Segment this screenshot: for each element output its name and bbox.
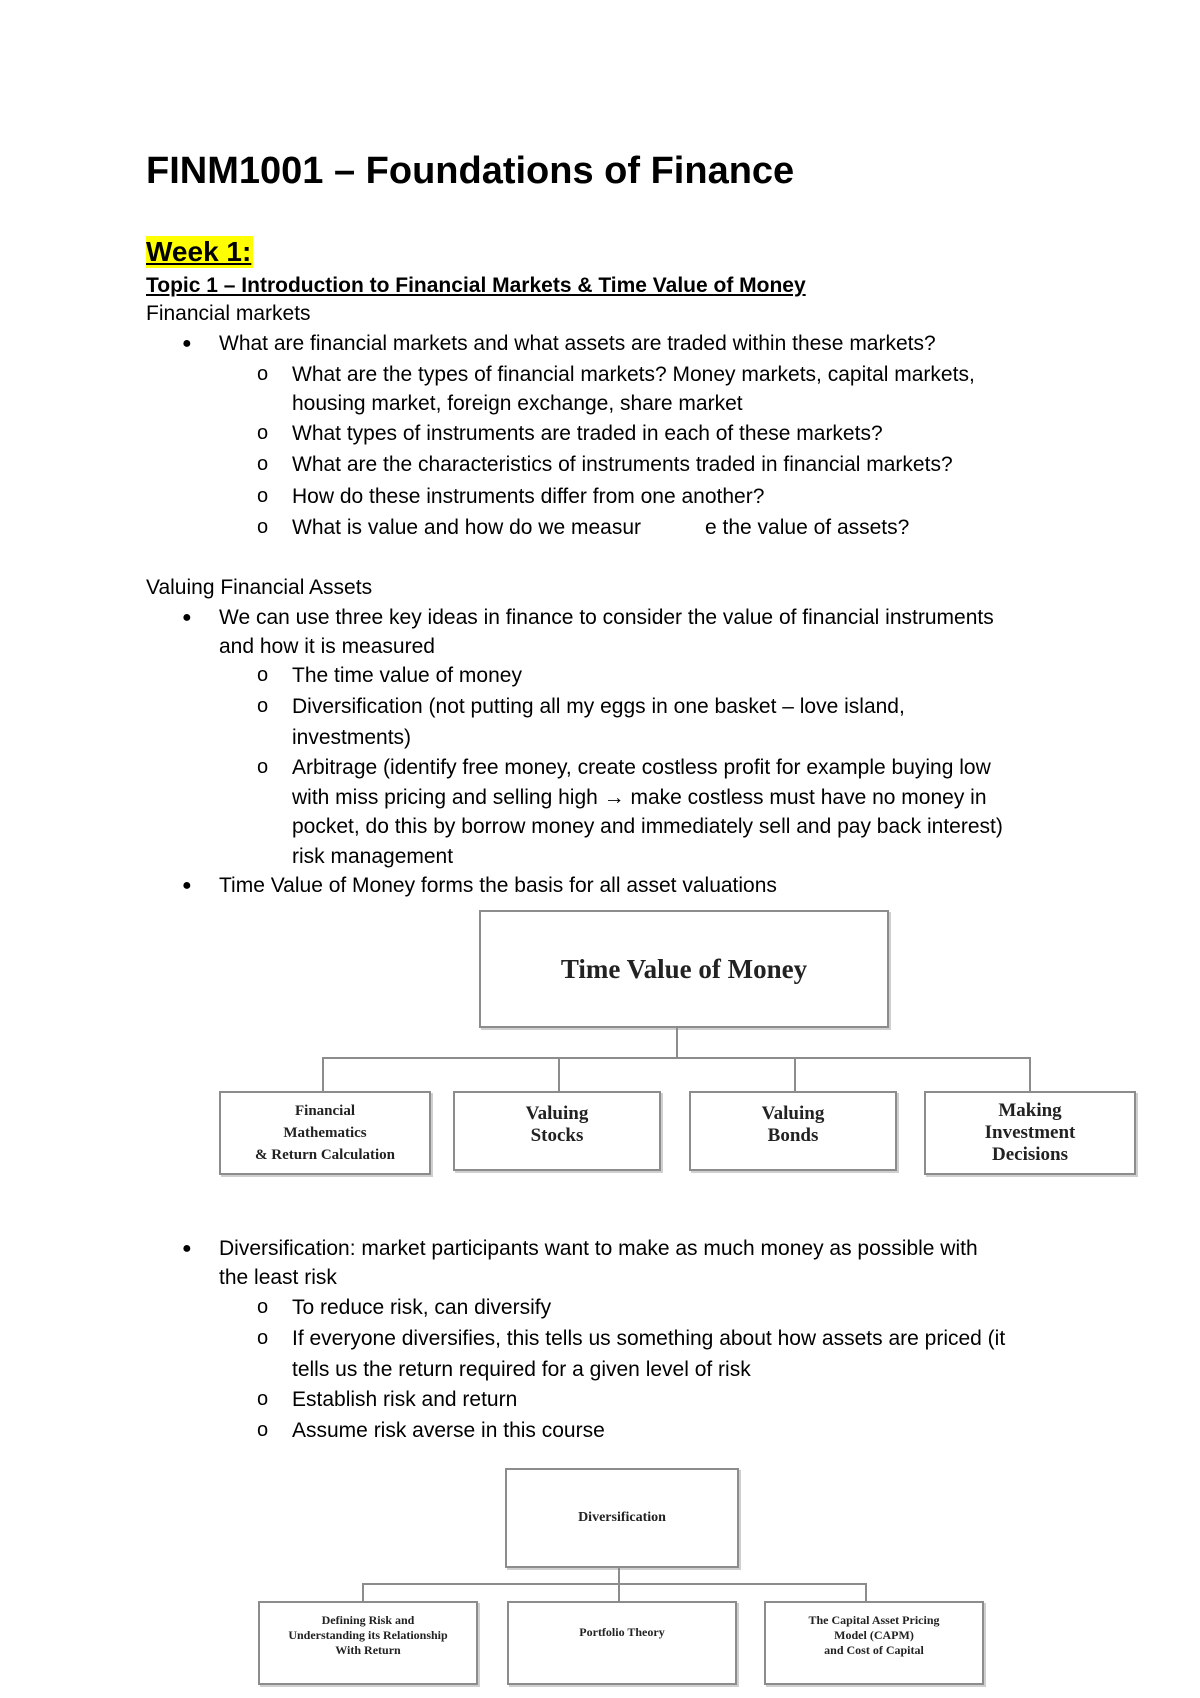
diagram-child-line: Model (CAPM) <box>834 1628 914 1642</box>
diagram-child-line: The Capital Asset Pricing <box>808 1613 940 1627</box>
sub-bullet-marker: o <box>257 516 269 538</box>
bullet-text: the least risk <box>219 1266 337 1289</box>
sub-bullet-marker: o <box>257 453 269 475</box>
bullet-text: Diversification: market participants want to make as much money as possible with <box>219 1237 978 1260</box>
sub-bullet-marker: o <box>257 1296 269 1318</box>
sub-bullet-text-part: with miss pricing and selling high <box>292 786 598 809</box>
sub-bullet-text: investments) <box>292 726 412 749</box>
diagram-root-box: Time Value of Money <box>479 910 889 1028</box>
sub-bullet-marker: o <box>257 1388 269 1410</box>
topic-heading: Topic 1 – Introduction to Financial Markets & Time Value of Money <box>146 274 806 297</box>
sub-bullet-text <box>292 783 987 812</box>
sub-bullet-text: Diversification (not putting all my eggs in one basket – love island, <box>292 695 905 718</box>
arrow-right-icon: → <box>603 786 625 809</box>
connector-line <box>618 1583 620 1601</box>
bullet-text: What are financial markets and what assets are traded within these markets? <box>219 332 936 355</box>
sub-bullet-text-part: make costless must have no money in <box>630 786 987 809</box>
sub-bullet-text: risk management <box>292 845 454 868</box>
diagram-child-box <box>258 1601 478 1685</box>
sub-bullet-text: If everyone diversifies, this tells us something about how assets are priced (it <box>292 1327 1006 1350</box>
bullet-text: and how it is measured <box>219 635 435 658</box>
sub-bullet-text-part: e the value of assets? <box>705 516 910 539</box>
section-heading-financial-markets: Financial markets <box>146 302 311 325</box>
connector-line <box>865 1583 867 1601</box>
diagram-child-line: Stocks <box>530 1125 584 1146</box>
connector-line <box>362 1583 866 1585</box>
sub-bullet-marker: o <box>257 1327 269 1349</box>
diagram-child-box <box>219 1091 431 1175</box>
sub-bullet-marker: o <box>257 422 269 444</box>
bullet-text: We can use three key ideas in finance to consider the value of financial instruments <box>219 606 994 629</box>
sub-bullet-text: What are the characteristics of instruments traded in financial markets? <box>292 453 953 476</box>
connector-line <box>558 1057 560 1091</box>
diagram-child-line: Bonds <box>767 1125 819 1146</box>
diagram-child-line: Valuing <box>761 1103 825 1124</box>
diagram-root-box: Diversification <box>505 1468 739 1568</box>
sub-bullet-text: pocket, do this by borrow money and immediately sell and pay back interest) <box>292 815 1003 838</box>
sub-bullet-text: How do these instruments differ from one another? <box>292 485 765 508</box>
bullet-text: Time Value of Money forms the basis for all asset valuations <box>219 874 777 897</box>
diagram-child-line: Defining Risk and <box>321 1613 415 1627</box>
document-title: FINM1001 – Foundations of Finance <box>146 150 795 192</box>
sub-bullet-text-part: What is value and how do we measur <box>292 516 642 539</box>
diagram-child-line: Financial <box>294 1103 355 1119</box>
diagram-child-line: Portfolio Theory <box>579 1625 665 1639</box>
sub-bullet-marker: o <box>257 695 269 717</box>
sub-bullet-text: tells us the return required for a given level of risk <box>292 1358 751 1381</box>
sub-bullet-marker: o <box>257 363 269 385</box>
diagram-child-box <box>924 1091 1136 1175</box>
diagram-child-line: Understanding its Relationship <box>288 1628 448 1642</box>
connector-line <box>322 1057 1030 1059</box>
section-heading-valuing-assets: Valuing Financial Assets <box>146 576 373 599</box>
diagram-child-line: Investment <box>984 1122 1076 1143</box>
connector-line <box>362 1583 364 1601</box>
sub-bullet-text <box>292 513 909 542</box>
diagram-child-box <box>689 1091 897 1171</box>
diagram-child-line: With Return <box>335 1643 401 1657</box>
diagram-child-line: Valuing <box>525 1103 589 1124</box>
connector-line <box>618 1566 620 1584</box>
bullet-marker: ● <box>182 1240 192 1257</box>
bullet-marker: ● <box>182 609 192 626</box>
diagram-child-box <box>507 1601 737 1685</box>
connector-line <box>1029 1057 1031 1091</box>
diagram-child-line: and Cost of Capital <box>824 1643 924 1657</box>
bullet-marker: ● <box>182 877 192 894</box>
diagram-child-box <box>764 1601 984 1685</box>
sub-bullet-marker: o <box>257 485 269 507</box>
sub-bullet-marker: o <box>257 756 269 778</box>
diagram-child-line: Mathematics <box>283 1125 367 1141</box>
connector-line <box>794 1057 796 1091</box>
connector-line <box>322 1057 324 1091</box>
sub-bullet-text: Arbitrage (identify free money, create costless profit for example buying low <box>292 756 991 779</box>
sub-bullet-marker: o <box>257 1419 269 1441</box>
sub-bullet-text: Assume risk averse in this course <box>292 1419 605 1442</box>
sub-bullet-text: Establish risk and return <box>292 1388 518 1411</box>
sub-bullet-marker: o <box>257 664 269 686</box>
sub-bullet-text: To reduce risk, can diversify <box>292 1296 552 1319</box>
diagram-child-line: Making <box>998 1100 1062 1121</box>
bullet-marker: ● <box>182 335 192 352</box>
week-heading: Week 1: <box>146 236 252 267</box>
sub-bullet-text: What are the types of financial markets? Money markets, capital markets, <box>292 363 975 386</box>
diagram-child-box <box>453 1091 661 1171</box>
sub-bullet-text: What types of instruments are traded in each of these markets? <box>292 422 883 445</box>
sub-bullet-text: housing market, foreign exchange, share market <box>292 392 743 415</box>
diagram-child-line: & Return Calculation <box>255 1147 395 1163</box>
sub-bullet-text: The time value of money <box>292 664 522 687</box>
diagram-child-line: Decisions <box>992 1144 1068 1165</box>
connector-line <box>676 1026 678 1058</box>
